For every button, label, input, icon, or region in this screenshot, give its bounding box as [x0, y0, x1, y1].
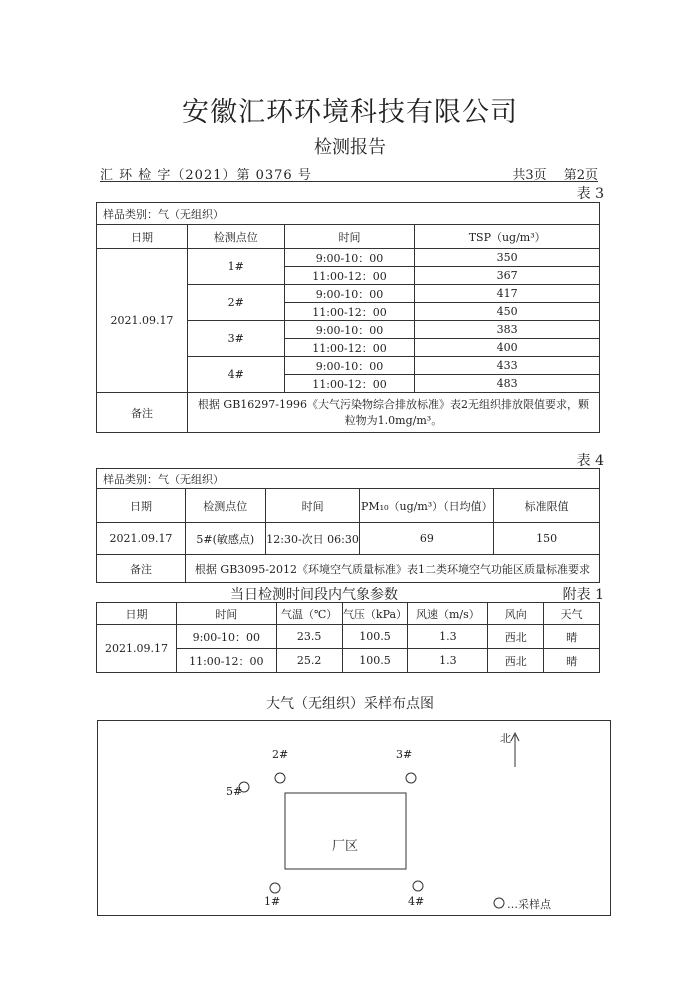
report-meta-row: [100, 164, 598, 182]
table3-note-line1: 根据 GB16297-1996《大气污染物综合排放标准》表2无组织排放限值要求，颗: [197, 397, 589, 411]
sample-point-1-label: 1#: [264, 895, 281, 908]
weather-speed: 1.3: [408, 649, 488, 673]
sampling-diagram: [97, 720, 611, 916]
weather-header-direction: 风向: [488, 603, 544, 625]
factory-label: 厂区: [332, 839, 359, 854]
sample-point-5-label: 5#: [226, 785, 243, 798]
report-title: 检测报告: [314, 137, 386, 158]
weather-header-date: 日期: [97, 603, 177, 625]
weather-time: 11:00-12：00: [176, 649, 276, 673]
table3-point: 1#: [187, 249, 284, 285]
table3: [96, 202, 600, 433]
company-name: 安徽汇环环境科技有限公司: [182, 97, 518, 128]
table4: [96, 468, 600, 583]
weather-direction: 西北: [488, 625, 544, 649]
table4-header-limit: 标准限值: [494, 489, 600, 523]
weather-condition: 晴: [544, 649, 600, 673]
table4-header-point: 检测点位: [185, 489, 265, 523]
table3-note-label: 备注: [97, 393, 188, 433]
weather-table: [96, 602, 600, 673]
table3-value: 450: [415, 303, 600, 321]
table3-time: 11:00-12：00: [284, 375, 415, 393]
table3-header-point: 检测点位: [187, 225, 284, 249]
table3-point: 4#: [187, 357, 284, 393]
factory-outline: [285, 793, 406, 869]
table4-header-time: 时间: [265, 489, 360, 523]
table3-time: 11:00-12：00: [284, 303, 415, 321]
table4-sample-type: 样品类别：气（无组织）: [97, 469, 600, 489]
diagram-title: 大气（无组织）采样布点图: [266, 696, 434, 712]
table3-time: 9:00-10：00: [284, 285, 415, 303]
report-number: 汇 环 检 字（2021）第 0376 号: [100, 168, 312, 183]
table3-point: 3#: [187, 321, 284, 357]
table3-time: 9:00-10：00: [284, 321, 415, 339]
weather-header-temp: 气温（℃）: [276, 603, 342, 625]
sample-point-4-circle: [413, 881, 423, 891]
weather-header-time: 时间: [176, 603, 276, 625]
table4-header-pm10: PM₁₀（ug/m³）（日均值）: [360, 489, 494, 523]
weather-header-speed: 风速（m/s）: [408, 603, 488, 625]
weather-speed: 1.3: [408, 625, 488, 649]
weather-temp: 23.5: [276, 625, 342, 649]
diagram-graphic: [98, 721, 610, 915]
table4-label: 表 4: [576, 453, 604, 469]
weather-date: 2021.09.17: [97, 625, 177, 673]
sample-point-3-circle: [406, 773, 416, 783]
table4-header-date: 日期: [97, 489, 186, 523]
sample-point-3-label: 3#: [396, 748, 413, 761]
table3-value: 433: [415, 357, 600, 375]
table3-point: 2#: [187, 285, 284, 321]
weather-temp: 25.2: [276, 649, 342, 673]
sample-point-4-label: 4#: [408, 895, 425, 908]
sample-point-1-circle: [270, 883, 280, 893]
table4-limit: 150: [494, 523, 600, 555]
table4-point: 5#(敏感点): [185, 523, 265, 555]
table3-time: 11:00-12：00: [284, 339, 415, 357]
weather-condition: 晴: [544, 625, 600, 649]
table3-value: 350: [415, 249, 600, 267]
table3-header-tsp: TSP（ug/m³）: [415, 225, 600, 249]
table3-note: [187, 393, 599, 433]
weather-header-pressure: 气压（kPa）: [342, 603, 408, 625]
weather-time: 9:00-10：00: [176, 625, 276, 649]
table4-note-label: 备注: [97, 555, 186, 583]
page-info: 共3页 第2页: [512, 168, 598, 183]
legend-circle: [494, 898, 504, 908]
north-label: 北: [500, 732, 511, 745]
sample-point-2-circle: [275, 773, 285, 783]
table3-value: 483: [415, 375, 600, 393]
table4-note: 根据 GB3095-2012《环境空气质量标准》表1二类环境空气功能区质量标准要求: [185, 555, 599, 583]
table3-label: 表 3: [576, 186, 604, 202]
table3-time: 11:00-12：00: [284, 267, 415, 285]
table3-value: 417: [415, 285, 600, 303]
table3-value: 400: [415, 339, 600, 357]
table4-date: 2021.09.17: [97, 523, 186, 555]
legend-label: …采样点: [507, 898, 551, 911]
table3-note-line2: 粒物为1.0mg/m³。: [344, 413, 443, 427]
table3-header-time: 时间: [284, 225, 415, 249]
table4-time: 12:30-次日 06:30: [265, 523, 360, 555]
table3-time: 9:00-10：00: [284, 249, 415, 267]
table3-time: 9:00-10：00: [284, 357, 415, 375]
weather-pressure: 100.5: [342, 649, 408, 673]
sample-point-2-label: 2#: [272, 748, 289, 761]
table3-sample-type: 样品类别：气（无组织）: [97, 203, 600, 225]
table3-value: 367: [415, 267, 600, 285]
weather-header-weather: 天气: [544, 603, 600, 625]
table3-header-date: 日期: [97, 225, 188, 249]
table4-value: 69: [360, 523, 494, 555]
table3-value: 383: [415, 321, 600, 339]
weather-direction: 西北: [488, 649, 544, 673]
weather-pressure: 100.5: [342, 625, 408, 649]
weather-label: 附表 1: [562, 587, 604, 603]
table3-date: 2021.09.17: [97, 249, 188, 393]
weather-title: 当日检测时间段内气象参数: [230, 587, 398, 603]
